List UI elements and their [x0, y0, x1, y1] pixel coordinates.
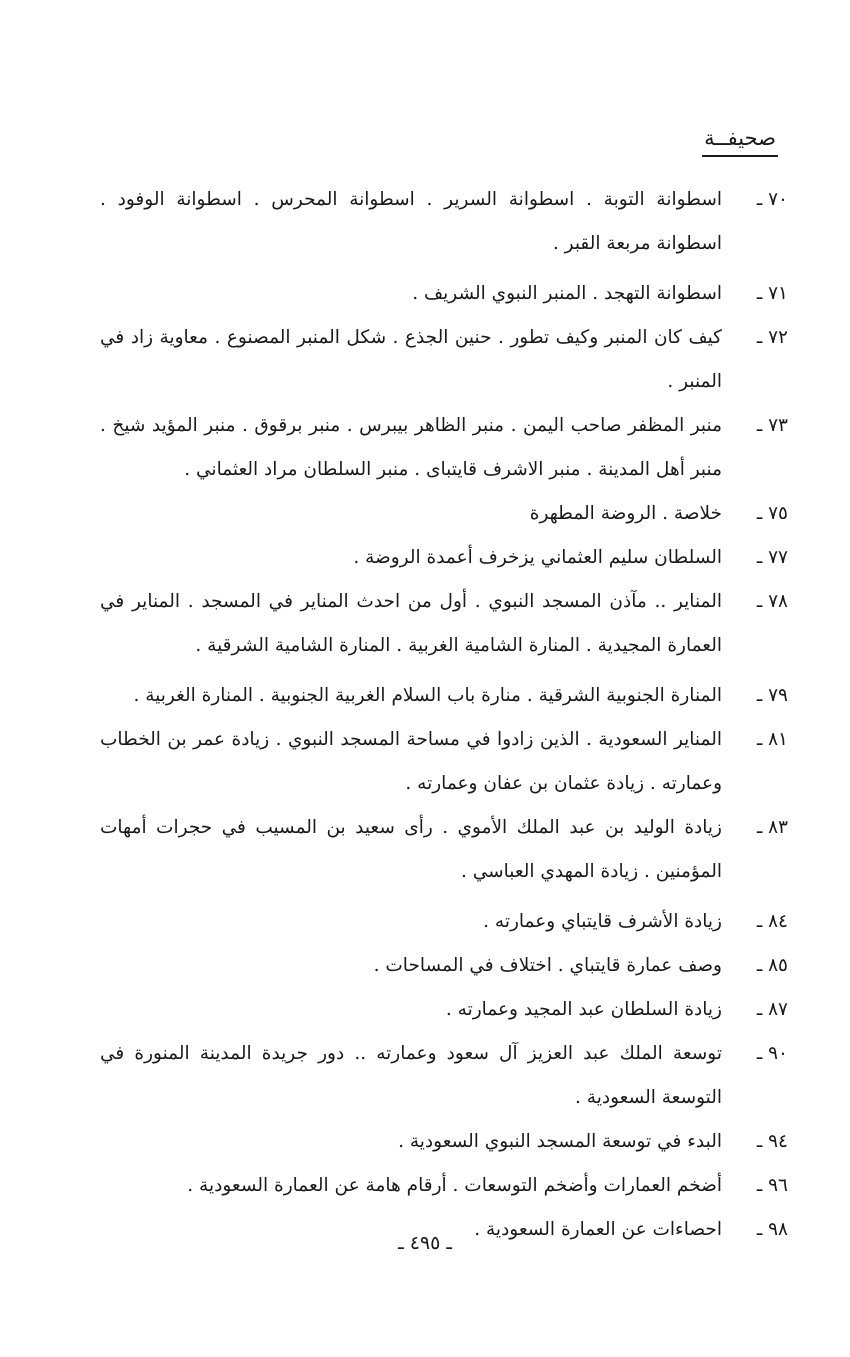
toc-entry-page-number: ٩٨ ـ	[756, 1219, 788, 1240]
toc-entry-title: المناير السعودية . الذين زادوا في مساحة المسجد النبوي . زيادة عمر بن الخطاب وعمارته . زيادة عثمان بن عفان وعمارته .	[100, 729, 722, 794]
toc-entry-title: احصاءات عن العمارة السعودية .	[474, 1219, 722, 1240]
toc-entry-title: توسعة الملك عبد العزيز آل سعود وعمارته .. دور جريدة المدينة المنورة في التوسعة السعودية .	[100, 1043, 722, 1108]
toc-entry-title: اسطوانة التهجد . المنبر النبوي الشريف .	[412, 283, 722, 304]
toc-entry	[100, 944, 788, 988]
toc-entry	[100, 988, 788, 1032]
toc-entry	[100, 316, 788, 404]
toc-entry-page-number: ٨٧ ـ	[756, 999, 788, 1020]
toc-entry	[100, 178, 788, 266]
toc-entry-page-number: ٨١ ـ	[756, 729, 788, 750]
toc-entry-page-number: ٧٢ ـ	[756, 327, 788, 348]
toc-entry-title: السلطان سليم العثماني يزخرف أعمدة الروضة .	[353, 547, 722, 568]
toc-entry	[100, 536, 788, 580]
toc-entry-title: اسطوانة التوبة . اسطوانة السرير . اسطوانة المحرس . اسطوانة الوفود . اسطوانة مربعة القبر .	[100, 189, 722, 254]
toc-entry-title: زيادة الوليد بن عبد الملك الأموي . رأى سعيد بن المسيب في حجرات أمهات المؤمنين . زيادة المهدي العباسي .	[100, 817, 722, 882]
toc-entry-title: البدء في توسعة المسجد النبوي السعودية .	[398, 1131, 722, 1152]
toc-entry-title: أضخم العمارات وأضخم التوسعات . أرقام هامة عن العمارة السعودية .	[187, 1175, 722, 1196]
toc-entry	[100, 404, 788, 492]
toc-entry-page-number: ٨٥ ـ	[756, 955, 788, 976]
toc-entry-page-number: ٩٦ ـ	[756, 1175, 788, 1196]
toc-entry-title: منبر المظفر صاحب اليمن . منبر الظاهر بيبرس . منبر برقوق . منبر المؤيد شيخ . منبر أهل المدينة . منبر الاشرف قايتباى . منبر السلطان مراد العثماني .	[100, 415, 722, 480]
toc-entry-title: المناير .. مآذن المسجد النبوي . أول من احدث المناير في المسجد . المناير في العمارة المجيدية . المنارة الشامية الغربية . المنارة الشامية الشرقية .	[100, 591, 722, 656]
toc-entry	[100, 674, 788, 718]
page-heading: صحيفــة	[702, 126, 778, 157]
toc-entry	[100, 580, 788, 668]
toc-entry-title: وصف عمارة قايتباي . اختلاف في المساحات .	[373, 955, 722, 976]
toc-entry-title: المنارة الجنوبية الشرقية . منارة باب السلام الغربية الجنوبية . المنارة الغربية .	[133, 685, 722, 706]
page-number: ـ ٤٩٥ ـ	[398, 1232, 452, 1254]
toc-entry-page-number: ٧٠ ـ	[756, 189, 788, 210]
toc-entry	[100, 272, 788, 316]
toc-entry	[100, 492, 788, 536]
toc-entry-page-number: ٧١ ـ	[756, 283, 788, 304]
toc-entry-title: كيف كان المنبر وكيف تطور . حنين الجذع . شكل المنبر المصنوع . معاوية زاد في المنبر .	[100, 327, 722, 392]
toc-entry-page-number: ٧٥ ـ	[756, 503, 788, 524]
toc-entry-page-number: ٧٩ ـ	[756, 685, 788, 706]
toc-entry-page-number: ٩٤ ـ	[756, 1131, 788, 1152]
toc-entry	[100, 1120, 788, 1164]
toc-entry	[100, 718, 788, 806]
toc-entry	[100, 806, 788, 894]
toc-entry-page-number: ٩٠ ـ	[756, 1043, 788, 1064]
toc-entry-page-number: ٨٤ ـ	[756, 911, 788, 932]
toc-entry-page-number: ٧٣ ـ	[756, 415, 788, 436]
toc-entry-title: زيادة الأشرف قايتباي وعمارته .	[483, 911, 722, 932]
table-of-contents	[100, 178, 788, 1252]
toc-entry	[100, 1164, 788, 1208]
toc-entry-page-number: ٧٧ ـ	[756, 547, 788, 568]
toc-entry-title: خلاصة . الروضة المطهرة	[529, 503, 722, 524]
toc-entry-page-number: ٧٨ ـ	[756, 591, 788, 612]
toc-entry-page-number: ٨٣ ـ	[756, 817, 788, 838]
toc-entry	[100, 900, 788, 944]
toc-entry	[100, 1032, 788, 1120]
toc-entry-title: زيادة السلطان عبد المجيد وعمارته .	[445, 999, 722, 1020]
